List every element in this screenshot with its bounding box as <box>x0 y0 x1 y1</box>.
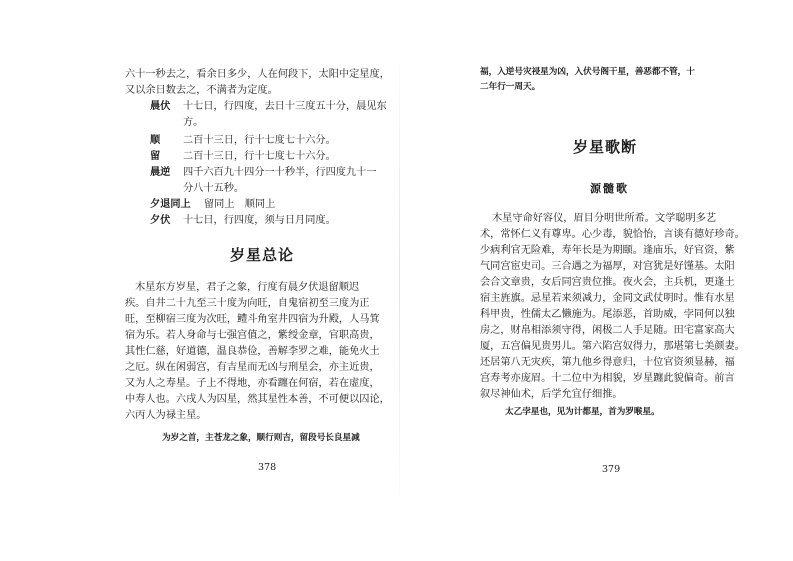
page-number: 379 <box>602 464 621 475</box>
top-line-2: 二年行一周天。 <box>480 82 541 92</box>
table-row-text: 二百十三日，行十七度七十六分。 <box>183 135 336 146</box>
table-row-label: 夕伏 <box>150 214 171 226</box>
body-line: 木星东方岁星，君子之象，行度有晨夕伏退留顺迟 <box>135 282 360 293</box>
poem-line: 房之，财帛相添须守得，闲极二人手足随。田宅富家高大 <box>480 325 735 336</box>
section-title: 岁星总论 <box>230 246 295 264</box>
top-line-1: 福，入逆号灾祲星为凶，入伏号阁干星，善恶都不管，十 <box>480 67 695 77</box>
poem-line: 科甲贵，性儒太乙懒施为。尾添恶，首助威，孛同何以独 <box>480 309 735 320</box>
table-row-label: 夕退同上 <box>150 198 191 210</box>
table-row-label: 顺 <box>150 134 161 146</box>
poem-line: 叙尽神仙术，后学允宜仔细推。 <box>480 389 623 400</box>
section-title: 岁星歌断 <box>573 138 638 156</box>
page-number: 378 <box>258 462 277 473</box>
poem-line: 厦，五宫偏见贵男儿。第六陷宫奴得力，那堪第七美颜妻。 <box>480 341 745 352</box>
right-page <box>400 0 793 561</box>
table-row-text: 留同上 顺同上 <box>204 199 276 210</box>
footnote: 为岁之首，主苍龙之象，顺行则吉，留段号长良星减 <box>162 433 360 443</box>
table-row-label: 留 <box>150 150 161 162</box>
body-line: 其性仁慈，好道德，温良恭俭，善解李罗之难，能免火土 <box>125 346 380 357</box>
intro-line-1: 六十一秒去之，看余日多少，人在何段下，太阳中定星度， <box>125 69 390 80</box>
body-line: 旺，至柳宿三度为次旺，鳢斗角室井四宿为升殿，人马箕 <box>125 314 380 325</box>
table-row-text: 十七日，行四度，须与日月同度。 <box>183 215 336 226</box>
body-line: 六丙人为禄主星。 <box>125 410 207 421</box>
table-row-text: 十七日，行四度，去日十三度五十分，晨见东 <box>183 101 387 112</box>
body-line: 中寿人也。六戌人为囚星，然其星性本善，不可便以囚论， <box>125 394 390 405</box>
intro-line-2: 又以余日数去之，不满者为定度。 <box>125 85 278 96</box>
table-row-text: 四千六百九十四分一十秒半，行四度九十一 <box>183 167 377 178</box>
poem-line: 木星守命好容仪，眉目分明世所希。文学聪明多艺 <box>492 213 717 224</box>
table-row-text: 二百十三日，行十七度七十六分。 <box>183 151 336 162</box>
subtitle: 源髓歌 <box>590 182 629 195</box>
body-line: 之厄。纵在闲弱宫，有吉星而无凶与刑星会，亦主近贵， <box>125 362 380 373</box>
poem-line: 术，常怀仁义有尊卑。心少毒，貌恰怡，言谈有德好珍奇。 <box>480 229 745 240</box>
table-row-text: 分八十五秒。 <box>183 183 245 194</box>
table-row-label: 晨逆 <box>150 166 171 178</box>
poem-line: 气同宫宦史司。三合遇之为福厚，对宫犹是好馑基。太阳 <box>480 261 735 272</box>
body-line: 宿为乐。若人身命与七强宫值之，紫绶金章，官职高贵， <box>125 330 380 341</box>
poem-line: 会合文章贵，女后同宫贵位推。夜火会，主兵机，更逢土 <box>480 277 735 288</box>
table-row-label: 晨伏 <box>150 100 171 112</box>
body-line: 又为人之寿星。子上不得地，亦看躔在何宿，若在虚度， <box>125 378 380 389</box>
poem-line: 宿主旌旗。忌星若来须减力，金同文武仗明时。惟有水星 <box>480 293 735 304</box>
table-row-text: 方。 <box>183 117 204 128</box>
body-line: 疾。自井二十九至三十度为向旺，自鬼宿初至三度为正 <box>125 298 370 309</box>
footnote: 太乙孛星也，见为计都星，首为罗喉星。 <box>505 407 660 417</box>
poem-line: 少病利官无险难，寿年长是为期颐。逢庙乐，好官资，紫 <box>480 245 735 256</box>
poem-line: 宫寿考亦庞眉。十二位中为相貌，岁星躔此貌偏奇。前言 <box>480 373 735 384</box>
poem-line: 还居第八无灾疾，第九他乡得意归，十位官资须显赫，福 <box>480 357 735 368</box>
